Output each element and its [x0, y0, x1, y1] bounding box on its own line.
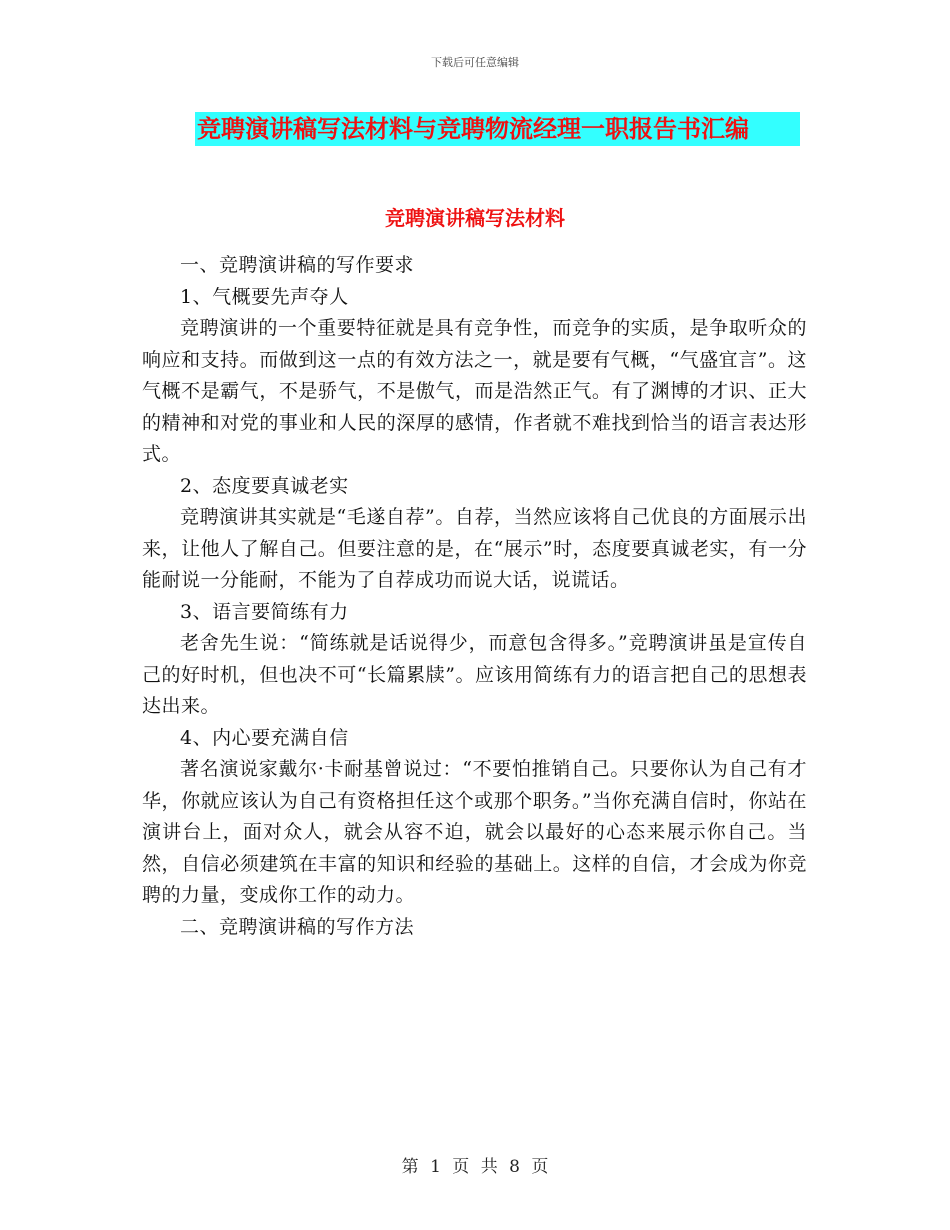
page-footer: 第 1 页 共 8 页: [401, 1157, 549, 1177]
paragraph: 竞聘演讲的一个重要特征就是具有竞争性，而竞争的实质，是争取听众的响应和支持。而做到这一点的有效方法之一，就是要有气概，“气盛宜言”。这气概不是霸气，不是骄气，不是傲气，而是浩然正气。有了渊博的才识、正大的精神和对党的事业和人民的深厚的感情，作者就不难找到恰当的语言表达形式。: [142, 317, 807, 465]
paragraph: 2、态度要真诚老实: [180, 474, 349, 497]
paragraph: 老舍先生说：“简练就是话说得少，而意包含得多。”竞聘演讲虽是宣传自己的好时机，但也决不可“长篇累牍”。应该用简练有力的语言把自己的思想表达出来。: [142, 632, 807, 717]
document-body: [142, 250, 807, 943]
paragraph: 3、语言要简练有力: [180, 600, 349, 623]
paragraph: 4、内心要充满自信: [180, 726, 349, 749]
paragraph: 1、气概要先声夺人: [180, 285, 349, 308]
paragraph: 一、竞聘演讲稿的写作要求: [180, 254, 415, 276]
paragraph: 竞聘演讲其实就是“毛遂自荐”。自荐，当然应该将自己优良的方面展示出来，让他人了解自己。但要注意的是，在“展示”时，态度要真诚老实，有一分能耐说一分能耐，不能为了自荐成功而说大话，说谎话。: [142, 506, 807, 591]
section-title: 竞聘演讲稿写法材料: [385, 206, 565, 230]
paragraph: 著名演说家戴尔·卡耐基曾说过：“不要怕推销自己。只要你认为自己有才华，你就应该认为自己有资格担任这个或那个职务。”当你充满自信时，你站在演讲台上，面对众人，就会从容不迫，就会以最好的心态来展示你自己。当然，自信必须建筑在丰富的知识和经验的基础上。这样的自信，才会成为你竞聘的力量，变成你工作的动力。: [142, 758, 807, 906]
document-title: 竞聘演讲稿写法材料与竞聘物流经理一职报告书汇编: [195, 112, 800, 146]
header-note: 下载后可任意编辑: [431, 56, 519, 69]
paragraph: 二、竞聘演讲稿的写作方法: [180, 915, 415, 938]
